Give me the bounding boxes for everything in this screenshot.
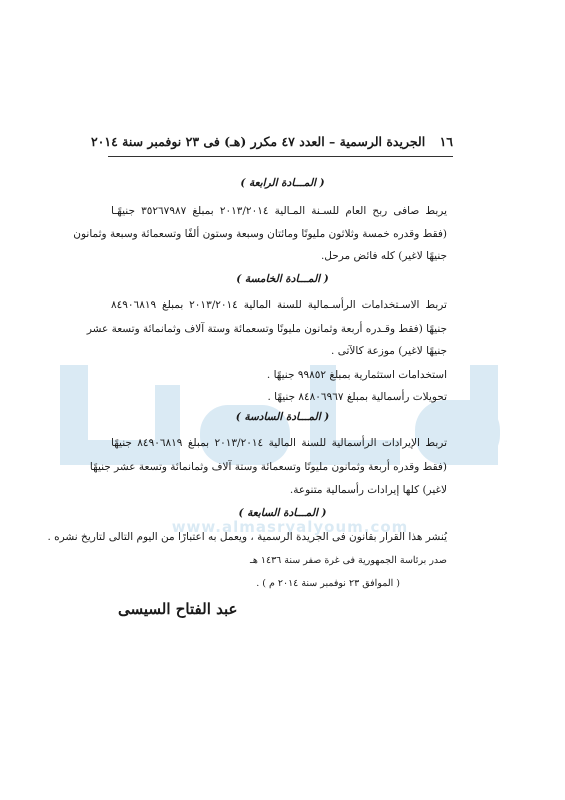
- article-line: (فقط وقدره خمسة وثلاثون مليونًا ومائتان وسبعة وستون ألفًا وتسعمائة وسبعة وثمانون: [73, 228, 447, 240]
- article-line: جنيهًا لاغير) موزعة كالآتى .: [331, 345, 447, 357]
- article-line: لاغير) كلها إيرادات رأسمالية متنوعة.: [289, 484, 447, 496]
- issue-date-hijri: صدر برئاسة الجمهورية فى غرة صفر سنة ١٤٣٦ هـ: [250, 555, 447, 566]
- header-divider: [108, 156, 453, 157]
- article-title: ( المـــادة الخامسة ): [236, 273, 329, 285]
- article-line: (فقط وقدره أربعة وثمانون مليونًا وتسعمائة وستة آلاف وثمانمائة وتسعة عشر جنيهًا: [89, 461, 447, 473]
- watermark-url: www.almasryalyoum.com: [171, 518, 409, 536]
- article-title: ( المـــادة السادسة ): [235, 411, 330, 423]
- article-line: تربط الاسـتخدامات الرأسـمالية للسنة المالية ٢٠١٣/٢٠١٤ بمبلغ ٨٤٩٠٦٨١٩: [111, 299, 447, 311]
- article-line: جنيهًا (فقط وقـدره أربعة وثمانون مليونًا وتسعمائة وستة آلاف وثمانمائة وتسعة عشر: [86, 323, 447, 335]
- article-line: تحويلات رأسمالية بمبلغ ٨٤٨٠٦٩٦٧ جنيهًا .: [267, 391, 447, 403]
- article-line: جنيهًا لاغير) كله فائض مرحل.: [320, 250, 447, 262]
- page-number: ١٦: [439, 134, 453, 149]
- watermark-logo: [50, 345, 520, 475]
- issue-date-gregorian: ( الموافق ٢٣ نوفمبر سنة ٢٠١٤ م ) .: [256, 578, 400, 589]
- article-title: ( المـــادة السابعة ): [238, 507, 327, 519]
- signature: عبد الفتاح السيسى: [118, 600, 238, 618]
- article-line: استخدامات استثمارية بمبلغ ٩٩٨٥٢ جنيهًا .: [266, 369, 447, 381]
- gazette-issue: الجريدة الرسمية – العدد ٤٧ مكرر (هـ) فى ٢٣ نوفمبر سنة ٢٠١٤: [90, 134, 426, 149]
- running-header: [90, 134, 453, 149]
- article-title: ( المـــادة الرابعة ): [240, 177, 325, 189]
- article-line: يُنشر هذا القرار بقانون فى الجريدة الرسمية ، ويعمل به اعتبارًا من اليوم التالى لتاريخ نشره .: [47, 531, 447, 543]
- article-line: يربط صافى ربح العام للسـنة المـالية ٢٠١٣/٢٠١٤ بمبلغ ٣٥٢٦٧٩٨٧ جنيهًـا: [111, 205, 448, 217]
- article-line: تربط الإيرادات الرأسمالية للسنة المالية ٢٠١٣/٢٠١٤ بمبلغ ٨٤٩٠٦٨١٩ جنيهًا: [111, 437, 447, 449]
